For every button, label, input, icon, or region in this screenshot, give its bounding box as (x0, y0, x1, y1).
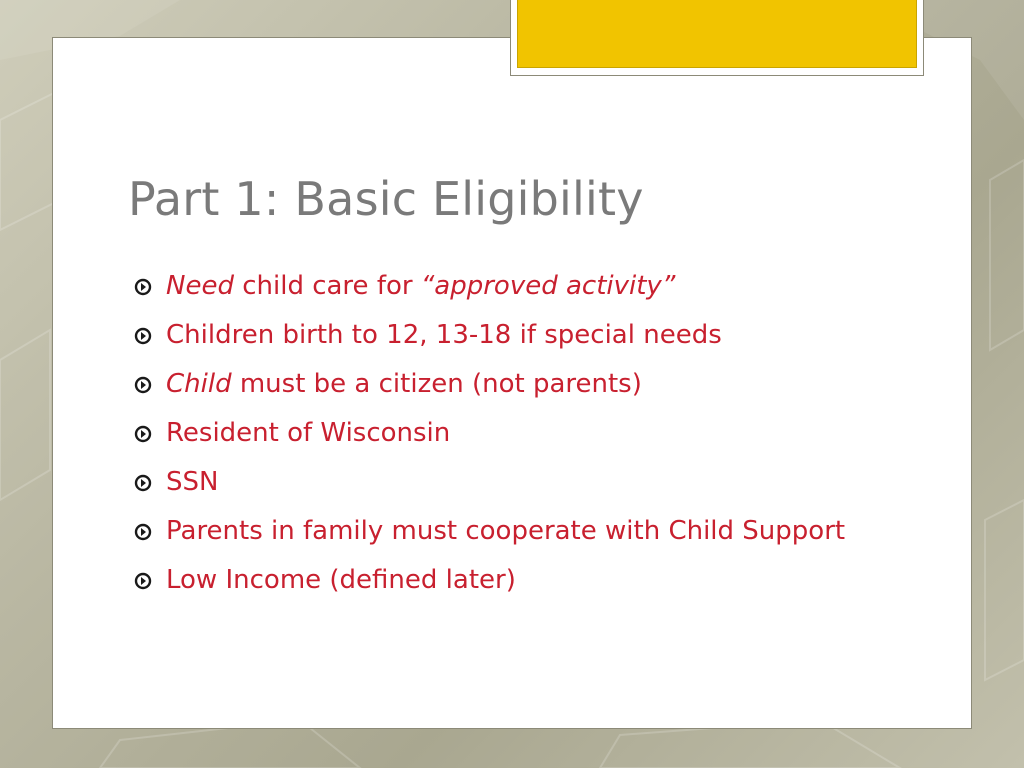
bullet-text (166, 369, 642, 399)
bullet-text: SSN (166, 467, 219, 497)
accent-tab (510, 0, 924, 76)
slide-title: Part 1: Basic Eligibility (128, 172, 644, 226)
bullet-text-segment: Child (166, 369, 232, 399)
bullet-text: Low Income (defined later) (166, 565, 516, 595)
circle-arrow-right-icon (134, 425, 152, 443)
bullet-item (132, 315, 912, 355)
accent-tab-fill (517, 0, 917, 68)
circle-arrow-right-icon (134, 474, 152, 492)
bullet-text: Children birth to 12, 13-18 if special needs (166, 320, 722, 350)
bullet-item (132, 266, 912, 306)
bullet-item (132, 462, 912, 502)
bullet-text-segment: must be a citizen (not parents) (231, 369, 642, 399)
bullet-item (132, 560, 912, 600)
bullet-item (132, 413, 912, 453)
bullet-text: Parents in family must cooperate with Child Support (166, 516, 846, 546)
circle-arrow-right-icon (134, 327, 152, 345)
circle-arrow-right-icon (134, 523, 152, 541)
circle-arrow-right-icon (134, 572, 152, 590)
circle-arrow-right-icon (134, 376, 152, 394)
bullet-text-segment: Need (166, 271, 234, 301)
bullet-item (132, 511, 912, 551)
bullet-text (166, 271, 675, 301)
bullet-item (132, 364, 912, 404)
bullet-text-segment: “approved activity” (420, 271, 676, 301)
circle-arrow-right-icon (134, 278, 152, 296)
bullet-text: Resident of Wisconsin (166, 418, 451, 448)
bullet-text-segment: child care for (233, 271, 421, 301)
bullet-list (132, 266, 912, 609)
